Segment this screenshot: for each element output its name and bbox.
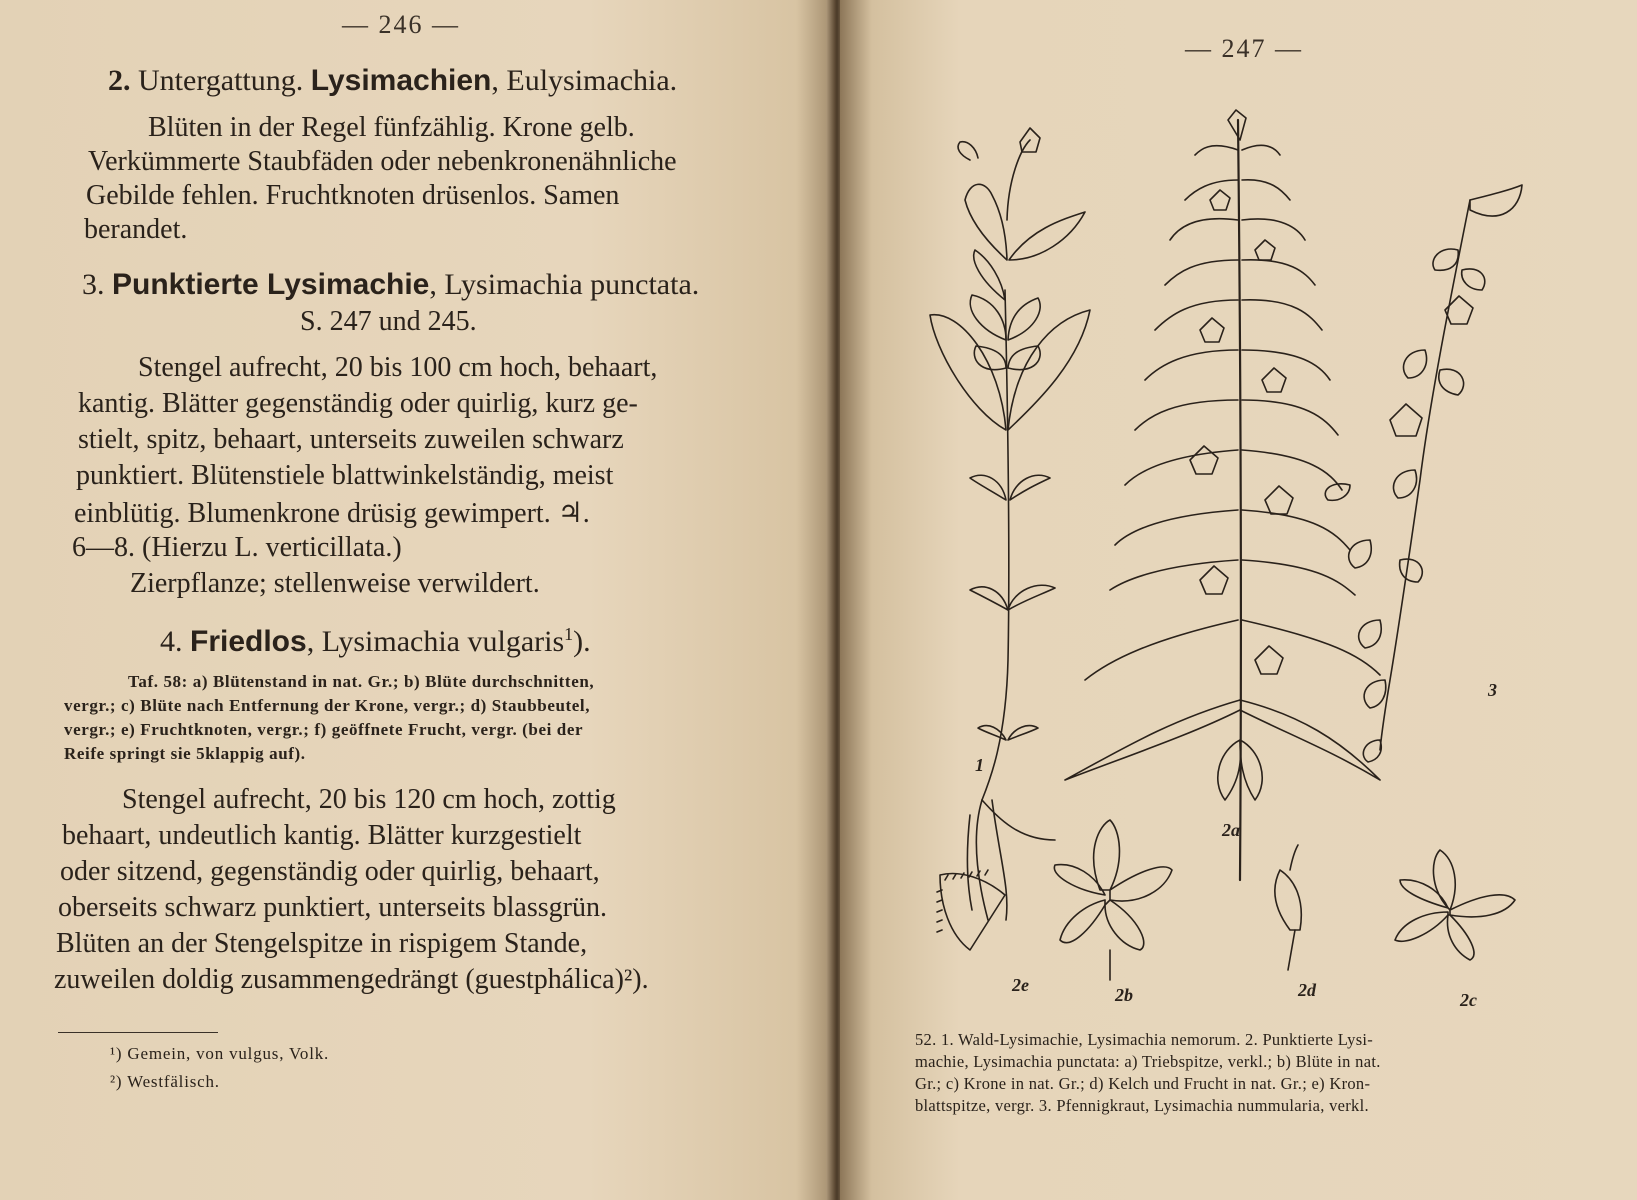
section-3-line-5: einblütig. Blumenkrone drüsig gewimpert. ♃. (74, 498, 590, 529)
label-3: 3 (1488, 680, 1497, 700)
section-4-title-post: , Lysimachia vulgaris (306, 625, 565, 658)
figure-caption-line-1: 52. 1. Wald-Lysimachie, Lysimachia nemorum. 2. Punktierte Lysi- (915, 1030, 1374, 1049)
section-4-title-bold: Friedlos (190, 625, 307, 658)
label-2e: 2e (1012, 975, 1029, 995)
section-3-line-2: kantig. Blätter gegenständig oder quirlig, kurz ge- (78, 388, 638, 419)
label-2c: 2c (1460, 990, 1477, 1010)
label-1: 1 (975, 755, 984, 775)
section-2-line-4: berandet. (84, 214, 188, 245)
taf-line-2: vergr.; c) Blüte nach Entfernung der Krone, vergr.; d) Staubbeutel, (64, 696, 591, 715)
section-4-line-6: zuweilen doldig zusammengedrängt (guestphálica)²). (54, 964, 649, 995)
plant-3-drawing (1325, 185, 1522, 762)
footnote-1: ¹) Gemein, von vulgus, Volk. (110, 1044, 330, 1063)
section-2-title-bold: Lysimachien (310, 64, 492, 97)
section-3-line-4: punktiert. Blütenstiele blattwinkelständig, meist (76, 460, 614, 491)
section-4-line-1: Stengel aufrecht, 20 bis 120 cm hoch, zottig (122, 784, 616, 815)
taf-line-1: Taf. 58: a) Blütenstand in nat. Gr.; b) Blüte durchschnitten, (128, 672, 595, 691)
section-2-title-pre: Untergattung. (138, 64, 304, 97)
footnote-2: ²) Westfälisch. (110, 1072, 220, 1091)
section-3-ref: S. 247 und 245. (300, 306, 477, 337)
section-3-line-1: Stengel aufrecht, 20 bis 100 cm hoch, behaart, (138, 352, 658, 383)
section-3-title-post: , Lysimachia punctata. (429, 268, 700, 301)
figure-caption-line-2: machie, Lysimachia punctata: a) Triebspitze, verkl.; b) Blüte in nat. (915, 1052, 1381, 1071)
page-number-right: — 247 — (1185, 34, 1303, 63)
section-4-number: 4. (160, 625, 183, 658)
section-4-line-3: oder sitzend, gegenständig oder quirlig, behaart, (60, 856, 600, 887)
label-2b: 2b (1115, 985, 1133, 1005)
section-3-title-bold: Punktierte Lysimachie (112, 268, 430, 301)
section-2-number: 2. (108, 64, 131, 97)
detail-2d-drawing (1275, 845, 1302, 970)
section-3-heading (82, 268, 699, 302)
detail-2c-drawing (1395, 850, 1515, 960)
section-3-line-6: 6—8. (Hierzu L. verticillata.) (72, 532, 402, 563)
taf-line-4: Reife springt sie 5klappig auf). (64, 744, 306, 763)
section-2-title-post: , Eulysimachia. (491, 64, 678, 97)
label-2d: 2d (1298, 980, 1316, 1000)
section-3-line-7: Zierpflanze; stellenweise verwildert. (130, 568, 540, 599)
section-2-line-1: Blüten in der Regel fünfzählig. Krone gelb. (148, 112, 635, 143)
label-2a: 2a (1222, 820, 1240, 840)
section-2-line-3: Gebilde fehlen. Fruchtknoten drüsenlos. Samen (86, 180, 620, 211)
section-4-line-4: oberseits schwarz punktiert, unterseits blassgrün. (58, 892, 607, 923)
plant-2a-drawing (1065, 110, 1380, 880)
section-4-line-5: Blüten an der Stengelspitze in rispigem Stande, (56, 928, 588, 959)
section-3-number: 3. (82, 268, 105, 301)
botanical-illustration (910, 100, 1610, 1020)
section-3-line-3: stielt, spitz, behaart, unterseits zuweilen schwarz (78, 424, 624, 455)
detail-2b-drawing (1054, 820, 1172, 980)
section-4-title-sup: 1 (564, 624, 574, 644)
section-4-heading (160, 624, 591, 659)
section-4-line-2: behaart, undeutlich kantig. Blätter kurzgestielt (62, 820, 582, 851)
plant-1-drawing (930, 128, 1090, 920)
figure-caption-line-4: blattspitze, vergr. 3. Pfennigkraut, Lysimachia nummularia, verkl. (915, 1096, 1369, 1115)
section-2-heading (108, 64, 677, 98)
taf-line-3: vergr.; e) Fruchtknoten, vergr.; f) geöffnete Frucht, vergr. (bei der (64, 720, 584, 739)
page-number-left: — 246 — (342, 10, 460, 39)
footnote-rule (58, 1032, 218, 1033)
detail-2e-drawing (937, 870, 1005, 950)
section-2-line-2: Verkümmerte Staubfäden oder nebenkronenähnliche (88, 146, 677, 177)
figure-caption-line-3: Gr.; c) Krone in nat. Gr.; d) Kelch und Frucht in nat. Gr.; e) Kron- (915, 1074, 1371, 1093)
section-4-title-end: ). (573, 625, 591, 658)
